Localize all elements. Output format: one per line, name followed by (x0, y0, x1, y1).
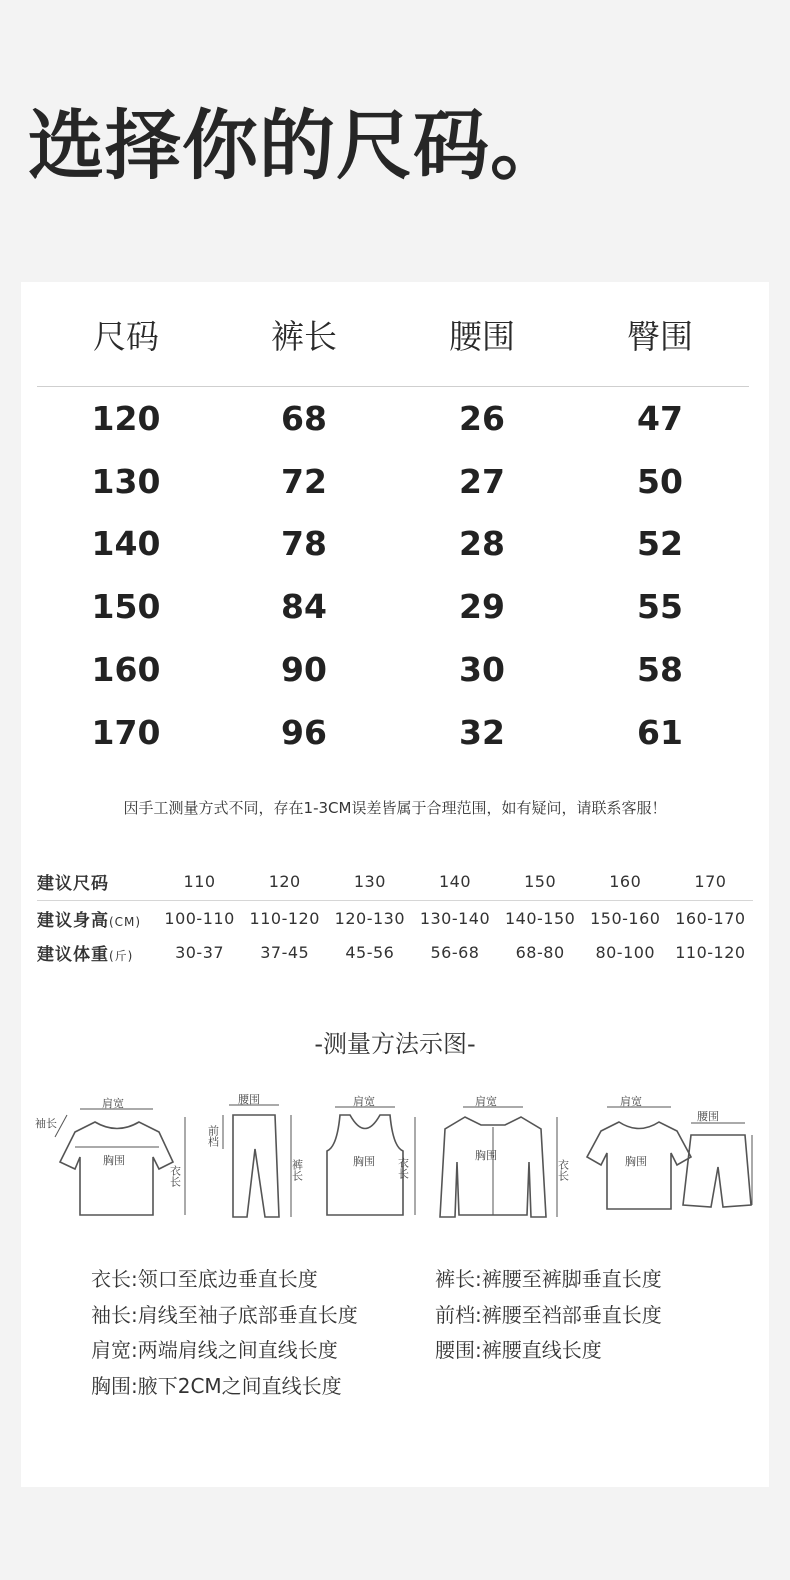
definition-item: 裤长:裤腰至裤脚垂直长度 (435, 1267, 662, 1291)
recommendation-table (37, 862, 753, 969)
recommend-height-cell: 140-150 (504, 908, 576, 928)
sleeve-label: 袖长 (35, 1117, 57, 1130)
table-cell: 150 (91, 587, 161, 627)
height-unit: (CM) (109, 914, 142, 929)
recommend-size-label: 建议尺码 (37, 873, 109, 894)
definitions-left (91, 1262, 358, 1404)
recommend-height-cell: 100-110 (164, 908, 235, 928)
table-cell: 55 (637, 587, 683, 627)
recommend-height-cell: 120-130 (334, 908, 406, 928)
recommend-weight-label: 建议体重(斤) (37, 944, 134, 965)
table-cell: 96 (281, 712, 327, 752)
recommend-size-cell: 130 (353, 871, 386, 891)
chest-label: 胸围 (103, 1154, 125, 1167)
table-cell: 140 (91, 524, 161, 564)
recommend-height-cell: 130-140 (419, 908, 491, 928)
shoulder-label: 肩宽 (475, 1095, 497, 1108)
recommend-weight-cell: 68-80 (515, 942, 565, 962)
length-label: 衣长 (396, 1157, 410, 1179)
recommend-height-cell: 160-170 (675, 908, 746, 928)
recommend-weight-cell: 37-45 (260, 942, 310, 962)
definitions-right (435, 1262, 662, 1369)
jacket-icon (440, 1107, 546, 1217)
table-cell: 120 (91, 398, 161, 438)
header-pants-length: 裤长 (271, 316, 337, 356)
recommend-size-cell: 170 (694, 871, 727, 891)
shoulder-label: 肩宽 (620, 1095, 642, 1108)
table-cell: 30 (459, 650, 505, 690)
table-cell: 160 (91, 650, 161, 690)
table-row (37, 387, 749, 450)
table-cell: 32 (459, 712, 505, 752)
recommend-size-cell: 160 (609, 871, 642, 891)
definition-item: 肩宽:两端肩线之间直线长度 (91, 1338, 338, 1362)
table-cell: 61 (637, 712, 683, 752)
recommend-weight-cell: 110-120 (675, 942, 746, 962)
table-cell: 72 (281, 461, 327, 501)
size-table (37, 282, 749, 764)
length-label: 衣长 (556, 1159, 570, 1181)
table-cell: 58 (637, 650, 683, 690)
definition-item: 袖长:肩线至袖子底部垂直长度 (91, 1302, 358, 1327)
table-cell: 84 (281, 587, 327, 627)
table-cell: 170 (91, 712, 161, 752)
table-cell: 28 (459, 524, 505, 564)
page-title: 选择你的尺码。 (28, 101, 567, 190)
pants-length-label: 裤长 (290, 1159, 304, 1181)
weight-unit: (斤) (109, 948, 134, 963)
diagram-title: -测量方法示图- (314, 1030, 476, 1058)
table-cell: 50 (637, 461, 683, 501)
recommend-height-cell: 150-160 (590, 908, 661, 928)
measurement-diagram (35, 1087, 755, 1237)
recommend-weight-cell: 56-68 (430, 942, 480, 962)
table-cell: 26 (459, 398, 505, 438)
shoulder-label: 肩宽 (353, 1095, 375, 1108)
recommend-weight-row (37, 935, 753, 969)
waist-label: 腰围 (697, 1110, 719, 1123)
recommend-height-label: 建议身高(CM) (37, 910, 142, 931)
length-label: 衣长 (168, 1165, 182, 1187)
recommend-size-cell: 110 (183, 871, 216, 891)
table-row (37, 513, 749, 576)
table-cell: 130 (91, 461, 161, 501)
recommend-size-row (37, 862, 753, 901)
recommend-weight-cell: 30-37 (175, 942, 225, 962)
header-hip: 臀围 (627, 316, 693, 356)
front-rise-label: 前档 (206, 1125, 220, 1147)
measurement-note: 因手工测量方式不同，存在1-3CM误差皆属于合理范围，如有疑问，请联系客服！ (123, 799, 667, 817)
table-row (37, 575, 749, 638)
table-cell: 27 (459, 461, 505, 501)
header-waist: 腰围 (449, 316, 515, 356)
recommend-weight-cell: 45-56 (345, 942, 395, 962)
definition-item: 腰围:裤腰直线长度 (435, 1338, 602, 1362)
chest-label: 胸围 (625, 1155, 647, 1168)
waist-label: 腰围 (238, 1093, 260, 1106)
definition-item: 前档:裤腰至裆部垂直长度 (435, 1302, 662, 1327)
garment-illustrations (35, 1087, 755, 1237)
chest-label: 胸围 (475, 1149, 497, 1162)
header-size: 尺码 (93, 316, 159, 356)
definition-item: 衣长:领口至底边垂直长度 (91, 1267, 318, 1291)
table-cell: 29 (459, 587, 505, 627)
chest-label: 胸围 (353, 1155, 375, 1168)
pants-icon (229, 1105, 279, 1217)
recommend-height-row (37, 901, 753, 935)
size-table-header (37, 282, 749, 387)
recommend-weight-cell: 80-100 (595, 942, 656, 962)
recommend-height-cell: 110-120 (249, 908, 320, 928)
shoulder-label: 肩宽 (102, 1097, 124, 1110)
table-cell: 90 (281, 650, 327, 690)
table-row (37, 638, 749, 701)
table-cell: 47 (637, 398, 683, 438)
definition-item: 胸围:腋下2CM之间直线长度 (91, 1373, 342, 1398)
table-cell: 78 (281, 524, 327, 564)
size-chart-card (21, 282, 769, 1487)
recommend-size-cell: 150 (524, 871, 557, 891)
table-row (37, 450, 749, 513)
table-row (37, 701, 749, 764)
table-cell: 52 (637, 524, 683, 564)
recommend-size-cell: 140 (438, 871, 472, 891)
shorts-icon (683, 1123, 751, 1207)
recommend-size-cell: 120 (268, 871, 301, 891)
table-cell: 68 (281, 398, 327, 438)
